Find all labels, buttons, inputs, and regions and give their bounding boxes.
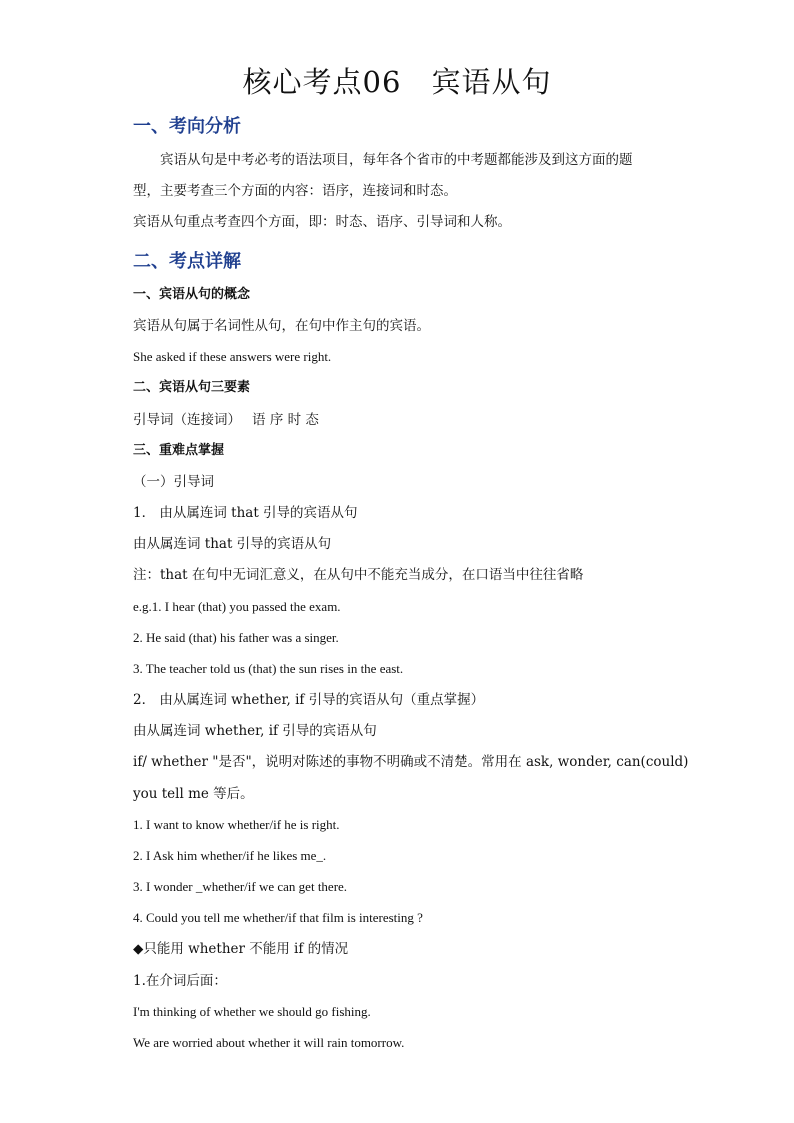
paragraph-line: 引导词（连接词） 语 序 时 态 — [133, 412, 319, 428]
example-sentence: 1. I want to know whether/if he is right. — [133, 817, 340, 832]
paragraph-line: 型，主要考查三个方面的内容：语序，连接词和时态。 — [133, 183, 457, 199]
example-sentence: I'm thinking of whether we should go fishing. — [133, 1004, 371, 1019]
paragraph-line: 由从属连词 whether, if 引导的宾语从句 — [133, 723, 377, 739]
paragraph-line: 宾语从句重点考查四个方面，即：时态、语序、引导词和人称。 — [133, 214, 511, 230]
paragraph-line: ◆只能用 whether 不能用 if 的情况 — [133, 941, 349, 957]
section-heading-analysis: 一、考向分析 — [133, 116, 241, 137]
example-sentence: She asked if these answers were right. — [133, 349, 332, 364]
subheading-elements: 二、宾语从句三要素 — [133, 380, 251, 395]
paragraph-line: 1． 由从属连词 that 引导的宾语从句 — [133, 505, 358, 521]
paragraph-line: if/ whether "是否"，说明对陈述的事物不明确或不清楚。常用在 ask, wonder, can(could) — [133, 754, 689, 770]
paragraph-line: 宾语从句是中考必考的语法项目，每年各个省市的中考题都能涉及到这方面的题 — [160, 152, 633, 168]
example-sentence: 3. The teacher told us (that) the sun rises in the east. — [133, 661, 404, 676]
page-title: 核心考点06 宾语从句 — [242, 65, 552, 99]
example-sentence: 4. Could you tell me whether/if that film is interesting ? — [133, 910, 423, 925]
example-sentence: 2. He said (that) his father was a singer. — [133, 630, 339, 645]
paragraph-line: 2． 由从属连词 whether, if 引导的宾语从句（重点掌握） — [133, 692, 485, 708]
paragraph-line: 1.在介词后面： — [133, 973, 227, 989]
note-line: 注：that 在句中无词汇意义，在从句中不能充当成分，在口语当中往往省略 — [133, 567, 584, 583]
subheading-concept: 一、宾语从句的概念 — [133, 287, 251, 302]
subheading-key-points: 三、重难点掌握 — [133, 443, 225, 458]
paragraph-line: （一）引导词 — [133, 474, 214, 490]
example-sentence: 3. I wonder _whether/if we can get there. — [133, 879, 348, 894]
example-sentence: e.g.1. I hear (that) you passed the exam. — [133, 599, 341, 614]
example-sentence: 2. I Ask him whether/if he likes me_. — [133, 848, 327, 863]
section-heading-details: 二、考点详解 — [133, 251, 241, 272]
paragraph-line: 宾语从句属于名词性从句，在句中作主句的宾语。 — [133, 318, 430, 334]
paragraph-line: you tell me 等后。 — [133, 786, 254, 802]
example-sentence: We are worried about whether it will rain tomorrow. — [133, 1035, 405, 1050]
paragraph-line: 由从属连词 that 引导的宾语从句 — [133, 536, 332, 552]
